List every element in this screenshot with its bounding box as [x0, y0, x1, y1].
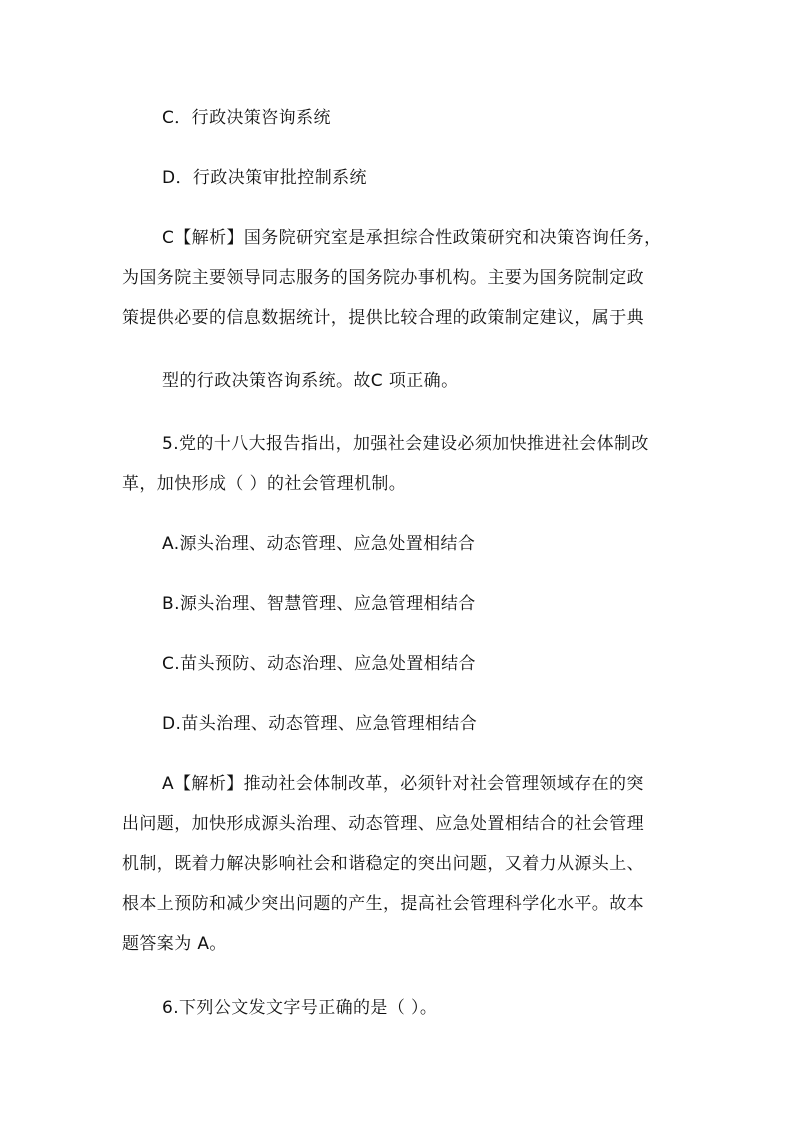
answer-4-line-2: 为国务院主要领导同志服务的国务院办事机构。主要为国务院制定政 — [122, 268, 644, 288]
answer-4-line-3: 策提供必要的信息数据统计，提供比较合理的政策制定建议，属于典 — [122, 308, 644, 328]
answer-5-line-4: 根本上预防和减少突出问题的产生，提高社会管理科学化水平。故本 — [122, 894, 644, 914]
answer-5-line-1: A【解析】推动社会体制改革，必须针对社会管理领域存在的突 — [162, 774, 644, 794]
answer-4-line-4: 型的行政决策咨询系统。故C 项正确。 — [162, 371, 459, 391]
question-5-option-a: A.源头治理、动态管理、应急处置相结合 — [162, 534, 476, 554]
question-6-line-1: 6.下列公文发文字号正确的是（ ）。 — [162, 998, 438, 1018]
question-5-option-c: C.苗头预防、动态治理、应急处置相结合 — [162, 654, 476, 674]
answer-5-line-3: 机制，既着力解决影响社会和谐稳定的突出问题，又着力从源头上、 — [122, 854, 644, 874]
question-5-option-d: D.苗头治理、动态管理、应急管理相结合 — [162, 714, 478, 734]
question-5-line-1: 5.党的十八大报告指出，加强社会建设必须加快推进社会体制改 — [162, 434, 649, 454]
answer-5-line-2: 出问题，加快形成源头治理、动态管理、应急处置相结合的社会管理 — [122, 814, 644, 834]
answer-5-line-5: 题答案为 A。 — [122, 934, 227, 954]
question-5-line-2: 革，加快形成（ ）的社会管理机制。 — [122, 474, 407, 494]
option-c-previous: C．行政决策咨询系统 — [162, 108, 331, 128]
answer-4-line-1: C【解析】国务院研究室是承担综合性政策研究和决策咨询任务， — [162, 228, 662, 248]
option-d-previous: D．行政决策审批控制系统 — [162, 168, 367, 188]
question-5-option-b: B.源头治理、智慧管理、应急管理相结合 — [162, 594, 476, 614]
